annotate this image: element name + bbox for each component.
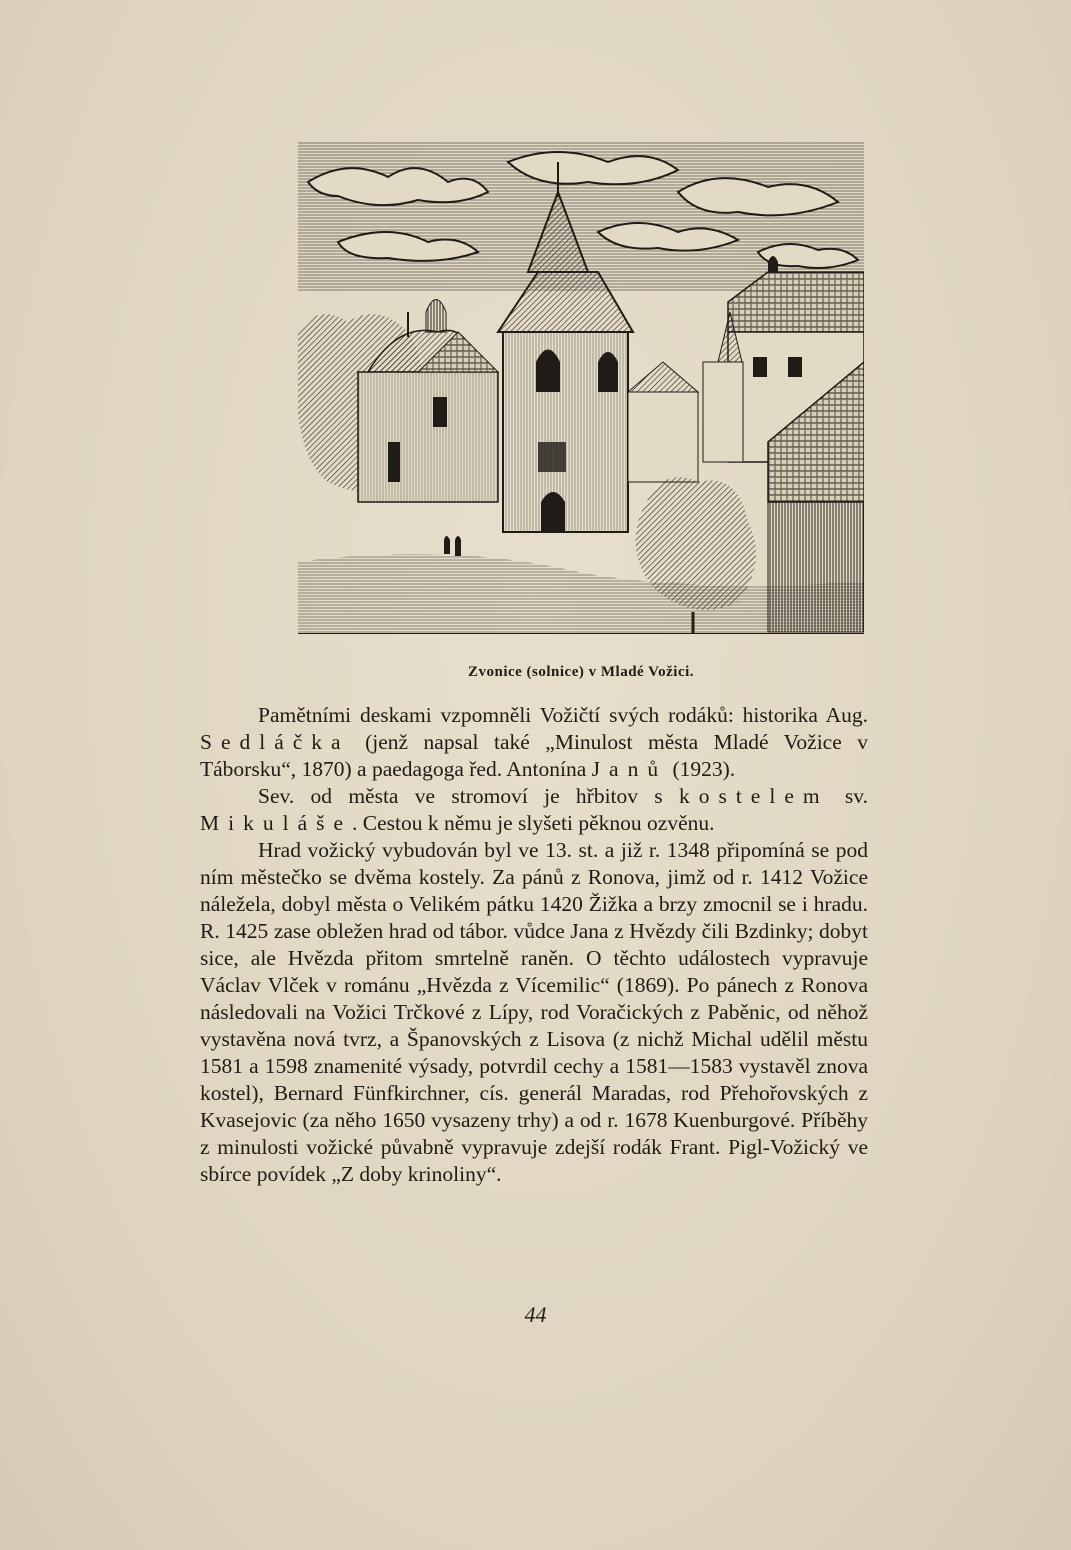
- spaced-emphasis: Janů: [591, 757, 668, 781]
- text-run: (jenž napsal také „Minulost města Mladé Vožice v Táborsku“, 1870) a paedagoga řed. Antonína: [200, 730, 868, 781]
- page-number: 44: [524, 1302, 547, 1327]
- paragraph-2: [200, 783, 868, 837]
- text-run: Pamětními deskami vzpomněli Vožičtí svých rodáků: historika Aug.: [258, 703, 868, 727]
- spaced-emphasis: kostelem: [678, 784, 829, 808]
- paragraph-3: [200, 837, 868, 1188]
- spaced-emphasis: Mikuláše: [200, 811, 353, 835]
- paragraph-1: [200, 702, 868, 783]
- body-text: [200, 702, 868, 1188]
- text-run: (1923).: [667, 757, 736, 781]
- figure-caption: Zvonice (solnice) v Mladé Vožici.: [467, 664, 695, 680]
- text-run: . Cestou k němu je slyšeti pěknou ozvěnu.: [352, 811, 715, 835]
- text-run: Sev. od města ve stromoví je hřbitov s: [258, 784, 679, 808]
- text-run: sv.: [828, 784, 868, 808]
- bell-tower-engraving: [298, 142, 864, 634]
- text-run: Hrad vožický vybudován byl ve 13. st. a již r. 1348 připomíná se pod ním městečko se dvěma kostely. Za pánů z Ronova, jimž od r. 1412 Vožice náležela, dobyl města o Velikém pátku 1420 Žižka a brzy zmocnil se i hradu. R. 1425 zase obležen hrad od tábor. vůdce Jana z Hvězdy čili Bzdinky; dobyt sice, ale Hvězda přitom smrtelně raněn. O těchto událostech vypravuje Václav Vlček v románu „Hvězda z Vícemilic“ (1869). Po pánech z Ronova následovali na Vožici Trčkové z Lípy, rod Voračických z Paběnic, od něhož vystavěna nová tvrz, a Španovských z Lisova (z nichž Michal udělil městu 1581 a 1598 znamenité výsady, potvrdil cechy a 1581—1583 vystavěl znova kostel), Bernard Fünfkirchner, cís. generál Maradas, rod Přehořovských z Kvasejovic (za něho 1650 vysazeny trhy) a od r. 1678 Kuenburgové. Příběhy z minulosti vožické půvabně vypravuje zdejší rodák Frant. Pigl-Vožický ve sbírce povídek „Z doby krinoliny“.: [200, 838, 868, 1186]
- spaced-emphasis: Sedláčka: [200, 730, 350, 754]
